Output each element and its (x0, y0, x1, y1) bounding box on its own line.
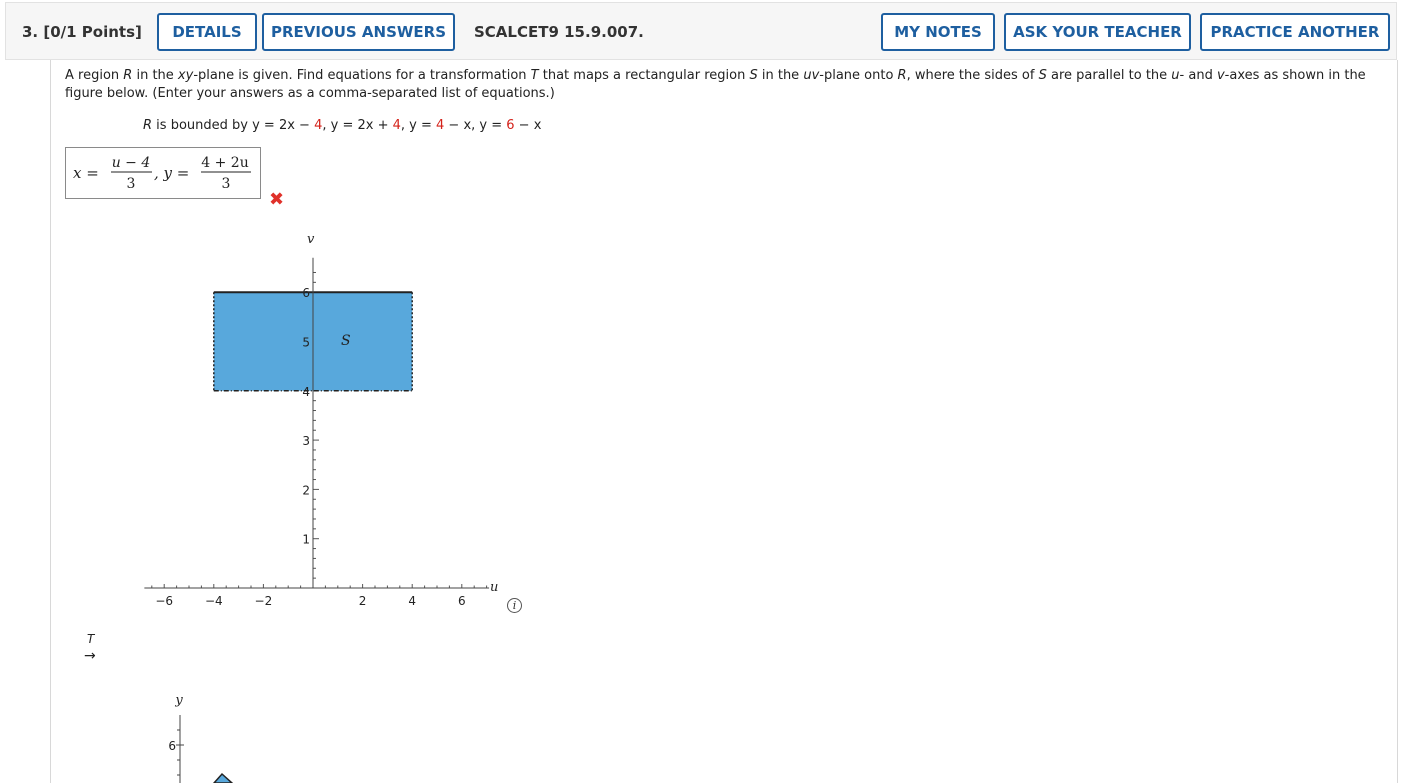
u-tick-label: −2 (254, 594, 273, 608)
v-tick-label: 5 (302, 335, 310, 350)
v-axis-label: v (307, 232, 315, 247)
v-tick-label: 2 (302, 483, 310, 498)
answer-x-numerator: u − 4 (111, 155, 151, 171)
answer-x-eq: x = (73, 164, 99, 182)
region-s-label: S (341, 333, 351, 349)
arrow-right-icon: → (84, 648, 96, 664)
cross-icon: ✖ (269, 189, 285, 210)
answer-x-denominator: 3 (126, 176, 136, 192)
question-code: SCALCET9 15.9.007. (474, 23, 644, 41)
answer-y-eq: , y = (154, 164, 190, 182)
u-tick-label: 2 (358, 594, 367, 608)
y-tick-label: 6 (168, 739, 176, 753)
answer-y-numerator: 4 + 2u (201, 155, 249, 171)
v-tick-label: 4 (302, 384, 310, 399)
previous-answers-button[interactable]: PREVIOUS ANSWERS (262, 13, 455, 51)
u-tick-label: −6 (155, 594, 174, 608)
region-description: R is bounded by y = 2x − 4, y = 2x + 4, y = 4 − x, y = 6 − x (143, 118, 542, 133)
v-tick-label: 6 (302, 286, 310, 301)
xy-plane-graph (168, 693, 232, 783)
ask-your-teacher-button[interactable]: ASK YOUR TEACHER (1004, 13, 1191, 51)
u-axis-label: u (490, 580, 499, 595)
question-prompt: A region R in the xy-plane is given. Find equations for a transformation T that maps a rectangular region S in the uv-plane onto R, where the sides of S are parallel to the u- and v-axes as shown in the figure below. (Enter your answers as a comma-separated list of equations.) (65, 68, 1366, 101)
question-number: 3. [0/1 Points] (22, 23, 142, 41)
region-r-shape (214, 774, 232, 783)
u-tick-label: 6 (457, 594, 466, 608)
practice-another-button[interactable]: PRACTICE ANOTHER (1200, 13, 1390, 51)
details-button[interactable]: DETAILS (157, 13, 257, 51)
answer-y-denominator: 3 (221, 176, 231, 192)
transformation-label: T (87, 632, 95, 646)
u-tick-label: −4 (204, 594, 223, 608)
u-tick-label: 4 (408, 594, 417, 608)
y-axis-label: y (175, 693, 183, 708)
info-icon[interactable]: i (507, 598, 522, 613)
my-notes-button[interactable]: MY NOTES (881, 13, 995, 51)
v-tick-label: 1 (302, 532, 310, 547)
v-tick-label: 3 (302, 434, 310, 449)
